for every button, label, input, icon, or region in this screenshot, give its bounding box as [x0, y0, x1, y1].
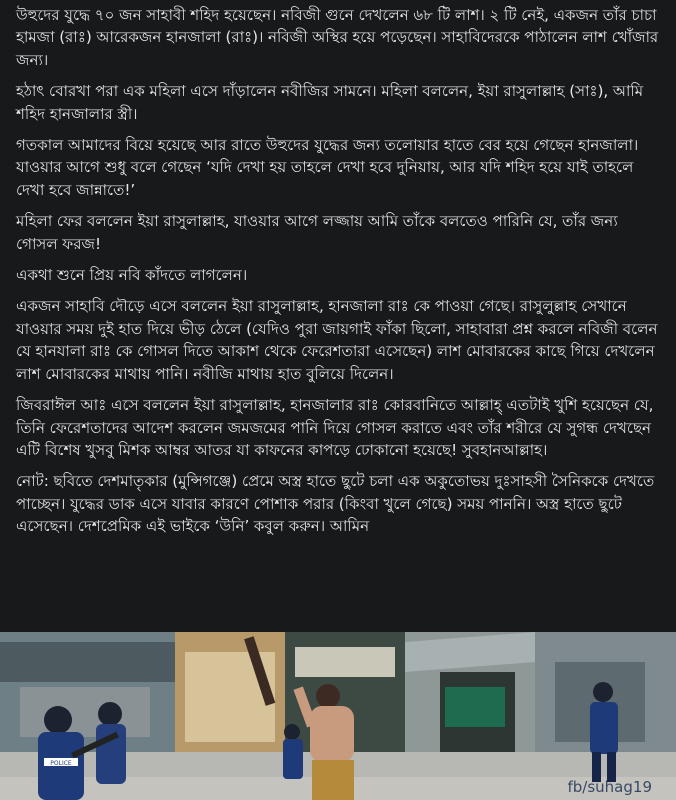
photo-watermark: fb/suhag19 [567, 778, 652, 796]
post-photo[interactable] [0, 632, 676, 800]
paragraph-4: মহিলা ফের বললেন ইয়া রাসুলাল্লাহ, যাওয়ার আগে লজ্জায় আমি তাঁকে বলতেও পারিনি যে, তাঁর জন্য গোসল ফরজ! [16, 212, 618, 253]
paragraph-1: উহুদের যুদ্ধে ৭০ জন সাহাবী শহিদ হয়েছেন। নবিজী গুনে দেখলেন ৬৮ টি লাশ। ২ টি নেই, একজন তাঁর চাচা হামজা (রাঃ) আরেকজন হানজালা (রাঃ)। নবিজী অস্থির হয়ে পড়েছেন। সাহাবিদেরকে পাঠালেন লাশ খোঁজার জন্য। [16, 6, 659, 69]
police-badge-text: POLICE [50, 760, 72, 767]
paragraph-3: গতকাল আমাদের বিয়ে হয়েছে আর রাতে উহুদের যুদ্ধের জন্য তলোয়ার হাতে বের হয়ে গেছেন হানজালা। যাওয়ার আগে শুধু বলে গেছেন ‘যদি দেখা হয় তাহলে দেখা হবে দুনিয়ায়, আর যদি শহিদ হয়ে যাই তাহলে দেখা হবে জান্নাতে!’ [16, 136, 639, 199]
paragraph-7: জিবরাঈল আঃ এসে বললেন ইয়া রাসুলাল্লাহ, হানজালার রাঃ কোরবানিতে আল্লাহ্‌ এতটাই খুশি হয়েছেন যে, তিনি ফেরেশতাদের আদেশ করলেন জমজমের পানি দিয়ে গোসল করাতে এবং তাঁর শরীরে যে সুগন্ধ দেখছেন এটি বিশেষ খুসবু মিশক আম্বর আতর যা কাফনের কাপড়ে ঢোকানো হয়েছে! সুবহানআল্লাহ। [16, 396, 654, 459]
street-scene-image [0, 632, 676, 800]
paragraph-6: একজন সাহাবি দৌড়ে এসে বললেন ইয়া রাসুলাল্লাহ, হানজালা রাঃ কে পাওয়া গেছে। রাসুলুল্লাহ সেখানে যাওয়ার সময় দুই হাত দিয়ে ভীড় ঠেলে (যেদিও পুরা জায়গাই ফাঁকা ছিলো, সাহাবারা প্রশ্ন করলে নবিজী বলেন যে হানযালা রাঃ কে গোসল দিতে আকাশ থেকে ফেরেশতারা এসেছেন) লাশ মোবারকের কাছে গিয়ে দেখলেন লাশ মোবারকের মাথায় পানি। নবীজি মাথায় হাত বুলিয়ে দিলেন। [16, 297, 658, 383]
paragraph-2: হঠাৎ বোরখা পরা এক মহিলা এসে দাঁড়ালেন নবীজির সামনে। মহিলা বললেন, ইয়া রাসুলাল্লাহ (সাঃ), আমি শহিদ হানজালার স্ত্রী। [16, 82, 644, 123]
paragraph-8-note: নোট: ছবিতে দেশমাতৃকার (মুন্সিগঞ্জে) প্রেমে অস্ত্র হাতে ছুটে চলা এক অকুতোভয় দুঃসাহসী সৈনিককে দেখতে পাচ্ছেন। যুদ্ধের ডাক এসে যাবার কারণে পোশাক পরার (কিংবা খুলে গেছে) সময় পাননি। অস্ত্র হাতে ছুটে এসেছেন। দেশপ্রেমিক এই ভাইকে ‘উনি’ কবুল করুন। আমিন [16, 472, 655, 536]
paragraph-5: একথা শুনে প্রিয় নবি কাঁদতে লাগলেন। [16, 266, 248, 285]
